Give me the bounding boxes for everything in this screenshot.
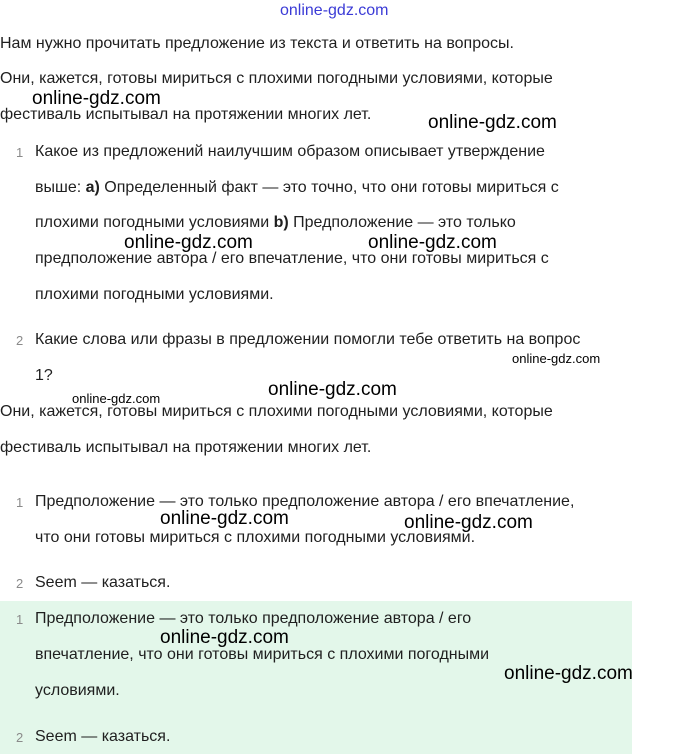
question-1-line-2 xyxy=(35,179,559,197)
watermark: online-gdz.com xyxy=(32,88,161,109)
question-1-line-3-post: Предположение — это только xyxy=(288,214,516,231)
watermark: online-gdz.com xyxy=(160,627,289,648)
question-1-line-3 xyxy=(35,214,516,232)
highlight-answer-2-number: 2 xyxy=(16,730,24,745)
question-1-line-2-post: Определенный факт — это точно, что они готовы мириться с xyxy=(99,179,559,196)
question-2-line-2: 1? xyxy=(35,367,53,384)
question-1-line-3-pre: плохими погодными условиями xyxy=(35,214,274,231)
watermark: online-gdz.com xyxy=(428,112,557,133)
highlight-answer-1-line-2: впечатление, что они готовы мириться с плохими погодными xyxy=(35,646,490,663)
option-a-label: a) xyxy=(85,179,100,196)
watermark: online-gdz.com xyxy=(504,663,633,684)
question-1-line-2-pre: выше: xyxy=(35,179,86,196)
answer-1-line-1: Предположение — это только предположение автора / его впечатление, xyxy=(35,493,575,510)
sentence-repeat-line-2: фестиваль испытывал на протяжении многих лет. xyxy=(0,439,372,456)
sentence-line-2: фестиваль испытывал на протяжении многих лет. xyxy=(0,106,372,123)
highlight-answer-1-line-3: условиями. xyxy=(35,682,120,699)
answer-1-line-2: что они готовы мириться с плохими погодными условиями. xyxy=(35,529,476,546)
highlight-answer-1-line-1: Предположение — это только предположение автора / его xyxy=(35,610,472,627)
watermark: online-gdz.com xyxy=(404,512,533,533)
question-1-line-5: плохими погодными условиями. xyxy=(35,286,274,303)
option-b-label: b) xyxy=(273,214,289,231)
question-1-line-4: предположение автора / его впечатление, что они готовы мириться с xyxy=(35,250,549,267)
question-2-line-1: Какие слова или фразы в предложении помогли тебе ответить на вопрос xyxy=(35,331,581,348)
question-2-number: 2 xyxy=(16,333,24,348)
sentence-repeat-line-1: Они, кажется, готовы мириться с плохими погодными условиями, которые xyxy=(0,403,553,420)
watermark: online-gdz.com xyxy=(124,232,253,253)
intro-text: Нам нужно прочитать предложение из текста и ответить на вопросы. xyxy=(0,35,514,52)
watermark: online-gdz.com xyxy=(268,379,397,400)
watermark: online-gdz.com xyxy=(512,351,601,366)
question-1-number: 1 xyxy=(16,145,24,160)
question-1-line-1: Какое из предложений наилучшим образом описывает утверждение xyxy=(35,143,545,160)
watermark: online-gdz.com xyxy=(160,508,289,529)
watermark: online-gdz.com xyxy=(72,391,161,406)
answer-2-line-1: Seem — казаться. xyxy=(35,574,171,591)
answer-2-number: 2 xyxy=(16,576,24,591)
watermark-top: online-gdz.com xyxy=(280,2,389,19)
highlight-answer-2-line-1: Seem — казаться. xyxy=(35,728,171,745)
highlight-answer-1-number: 1 xyxy=(16,612,24,627)
watermark: online-gdz.com xyxy=(368,232,497,253)
answer-1-number: 1 xyxy=(16,495,24,510)
sentence-line-1: Они, кажется, готовы мириться с плохими погодными условиями, которые xyxy=(0,70,553,87)
